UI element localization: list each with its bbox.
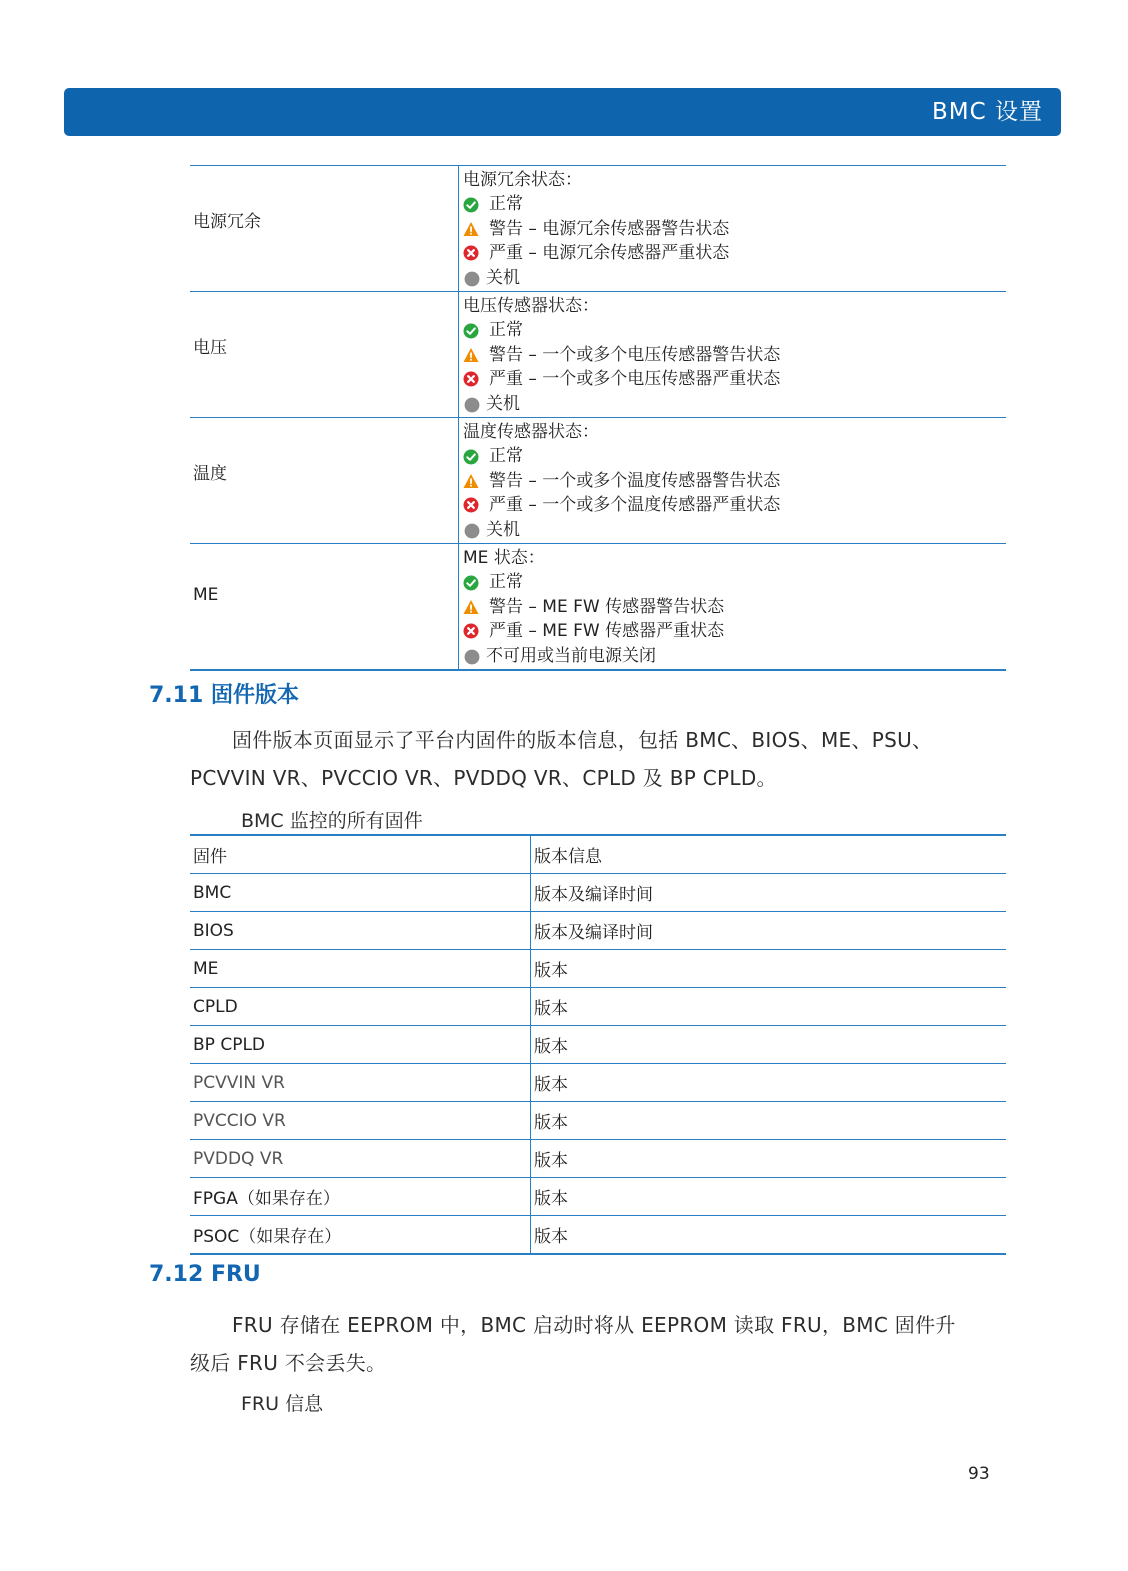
gray-dot-icon <box>464 397 478 411</box>
status-text-critical: 严重 – 一个或多个电压传感器严重状态 <box>489 369 781 390</box>
status-text-off: 不可用或当前电源关闭 <box>486 645 656 666</box>
x-circle-icon <box>463 245 479 261</box>
firmware-table-header-row <box>190 835 1006 874</box>
status-text-normal: 正常 <box>489 194 523 215</box>
status-line-warning <box>463 595 1006 619</box>
sensor-name-cell <box>190 418 459 544</box>
status-text-warning: 警告 – ME FW 传感器警告状态 <box>489 596 725 617</box>
warning-triangle-icon <box>463 473 479 489</box>
sensor-description-cell <box>459 166 1007 292</box>
status-text-normal: 正常 <box>489 320 523 341</box>
status-text-warning: 警告 – 电源冗余传感器警告状态 <box>489 218 730 239</box>
firmware-name-cell: ME <box>190 950 531 988</box>
version-info-cell: 版本 <box>531 1140 1007 1178</box>
firmware-name-cell: BIOS <box>190 912 531 950</box>
gray-dot-icon <box>464 649 478 663</box>
status-line-off <box>463 518 1006 542</box>
warning-triangle-icon <box>463 599 479 615</box>
status-line-warning <box>463 217 1006 241</box>
status-text-heading: ME 状态： <box>463 548 545 568</box>
status-text-critical: 严重 – 电源冗余传感器严重状态 <box>489 243 730 264</box>
check-circle-icon <box>463 197 479 213</box>
sensor-description-cell <box>459 544 1007 671</box>
sensor-description-cell <box>459 418 1007 544</box>
table-row <box>190 1102 1006 1140</box>
table-row <box>190 874 1006 912</box>
table-row <box>190 1026 1006 1064</box>
status-text-warning: 警告 – 一个或多个温度传感器警告状态 <box>489 470 781 491</box>
status-text-warning: 警告 – 一个或多个电压传感器警告状态 <box>489 344 781 365</box>
check-circle-icon <box>463 323 479 339</box>
sensor-name-cell <box>190 544 459 671</box>
version-info-cell: 版本 <box>531 1026 1007 1064</box>
x-circle-icon <box>463 497 479 513</box>
page-number: 93 <box>968 1464 990 1484</box>
status-line-heading <box>463 294 1006 318</box>
version-info-cell: 版本 <box>531 1178 1007 1216</box>
status-line-off <box>463 266 1006 290</box>
table-row <box>190 912 1006 950</box>
status-text-normal: 正常 <box>489 446 523 467</box>
firmware-paragraph-line2: PCVVIN VR、PVCCIO VR、PVDDQ VR、CPLD 及 BP CPLD。 <box>190 766 777 790</box>
version-info-cell: 版本及编译时间 <box>531 912 1007 950</box>
version-info-cell: 版本 <box>531 950 1007 988</box>
status-text-heading: 电压传感器状态： <box>463 296 599 316</box>
fru-paragraph-line2: 级后 FRU 不会丢失。 <box>190 1351 387 1375</box>
chapter-title: BMC 设置 <box>932 99 1043 125</box>
section-heading-fru: 7.12 FRU <box>149 1262 261 1287</box>
status-line-critical <box>463 241 1006 265</box>
status-text-normal: 正常 <box>489 572 523 593</box>
status-line-heading <box>463 420 1006 444</box>
sensor-status-row <box>190 166 1006 292</box>
firmware-name-cell: PCVVIN VR <box>190 1064 531 1102</box>
firmware-name-cell: CPLD <box>190 988 531 1026</box>
status-text-critical: 严重 – ME FW 传感器严重状态 <box>489 621 725 642</box>
sensor-name: 电压 <box>193 338 227 358</box>
status-text-heading: 电源冗余状态： <box>463 170 582 190</box>
status-line-heading <box>463 546 1006 570</box>
table-row <box>190 1216 1006 1255</box>
status-line-warning <box>463 469 1006 493</box>
x-circle-icon <box>463 371 479 387</box>
firmware-table-caption: BMC 监控的所有固件 <box>241 810 423 832</box>
status-line-heading <box>463 168 1006 192</box>
chapter-header-bar <box>64 88 1061 136</box>
version-info-cell: 版本 <box>531 1102 1007 1140</box>
version-info-cell: 版本 <box>531 988 1007 1026</box>
column-header-firmware: 固件 <box>190 835 531 874</box>
table-row <box>190 1178 1006 1216</box>
status-text-off: 关机 <box>486 393 520 414</box>
table-row <box>190 988 1006 1026</box>
status-line-normal <box>463 570 1006 594</box>
table-row <box>190 950 1006 988</box>
status-line-normal <box>463 192 1006 216</box>
sensor-status-row <box>190 544 1006 671</box>
status-line-normal <box>463 318 1006 342</box>
firmware-paragraph-line1: 固件版本页面显示了平台内固件的版本信息，包括 BMC、BIOS、ME、PSU、 <box>232 728 933 752</box>
section-heading-firmware-version: 7.11 固件版本 <box>149 683 299 708</box>
status-line-normal <box>463 444 1006 468</box>
firmware-name-cell: PVDDQ VR <box>190 1140 531 1178</box>
column-header-version: 版本信息 <box>531 835 1007 874</box>
status-line-warning <box>463 343 1006 367</box>
version-info-cell: 版本 <box>531 1216 1007 1255</box>
firmware-table <box>190 834 1006 1255</box>
sensor-status-row <box>190 292 1006 418</box>
sensor-name: 电源冗余 <box>193 212 261 232</box>
sensor-status-table <box>190 165 1006 671</box>
check-circle-icon <box>463 449 479 465</box>
status-text-off: 关机 <box>486 519 520 540</box>
sensor-name-cell <box>190 292 459 418</box>
firmware-name-cell: BP CPLD <box>190 1026 531 1064</box>
firmware-name-cell: BMC <box>190 874 531 912</box>
warning-triangle-icon <box>463 221 479 237</box>
x-circle-icon <box>463 623 479 639</box>
table-row <box>190 1140 1006 1178</box>
warning-triangle-icon <box>463 347 479 363</box>
firmware-name-cell: PSOC（如果存在） <box>190 1216 531 1255</box>
table-row <box>190 1064 1006 1102</box>
firmware-name-cell: FPGA（如果存在） <box>190 1178 531 1216</box>
version-info-cell: 版本 <box>531 1064 1007 1102</box>
fru-table-caption: FRU 信息 <box>241 1393 324 1415</box>
gray-dot-icon <box>464 271 478 285</box>
firmware-paragraph <box>190 721 1006 797</box>
sensor-status-row <box>190 418 1006 544</box>
version-info-cell: 版本及编译时间 <box>531 874 1007 912</box>
fru-paragraph-line1: FRU 存储在 EEPROM 中，BMC 启动时将从 EEPROM 读取 FRU，BMC 固件升 <box>232 1313 956 1337</box>
sensor-name: ME <box>193 585 219 605</box>
firmware-name-cell: PVCCIO VR <box>190 1102 531 1140</box>
status-text-off: 关机 <box>486 267 520 288</box>
status-line-critical <box>463 493 1006 517</box>
sensor-name: 温度 <box>193 464 227 484</box>
status-text-critical: 严重 – 一个或多个温度传感器严重状态 <box>489 495 781 516</box>
gray-dot-icon <box>464 523 478 537</box>
sensor-name-cell <box>190 166 459 292</box>
status-text-heading: 温度传感器状态： <box>463 422 599 442</box>
fru-paragraph <box>190 1306 1006 1382</box>
status-line-off <box>463 644 1006 668</box>
status-line-critical <box>463 619 1006 643</box>
check-circle-icon <box>463 575 479 591</box>
status-line-critical <box>463 367 1006 391</box>
status-line-off <box>463 392 1006 416</box>
sensor-description-cell <box>459 292 1007 418</box>
